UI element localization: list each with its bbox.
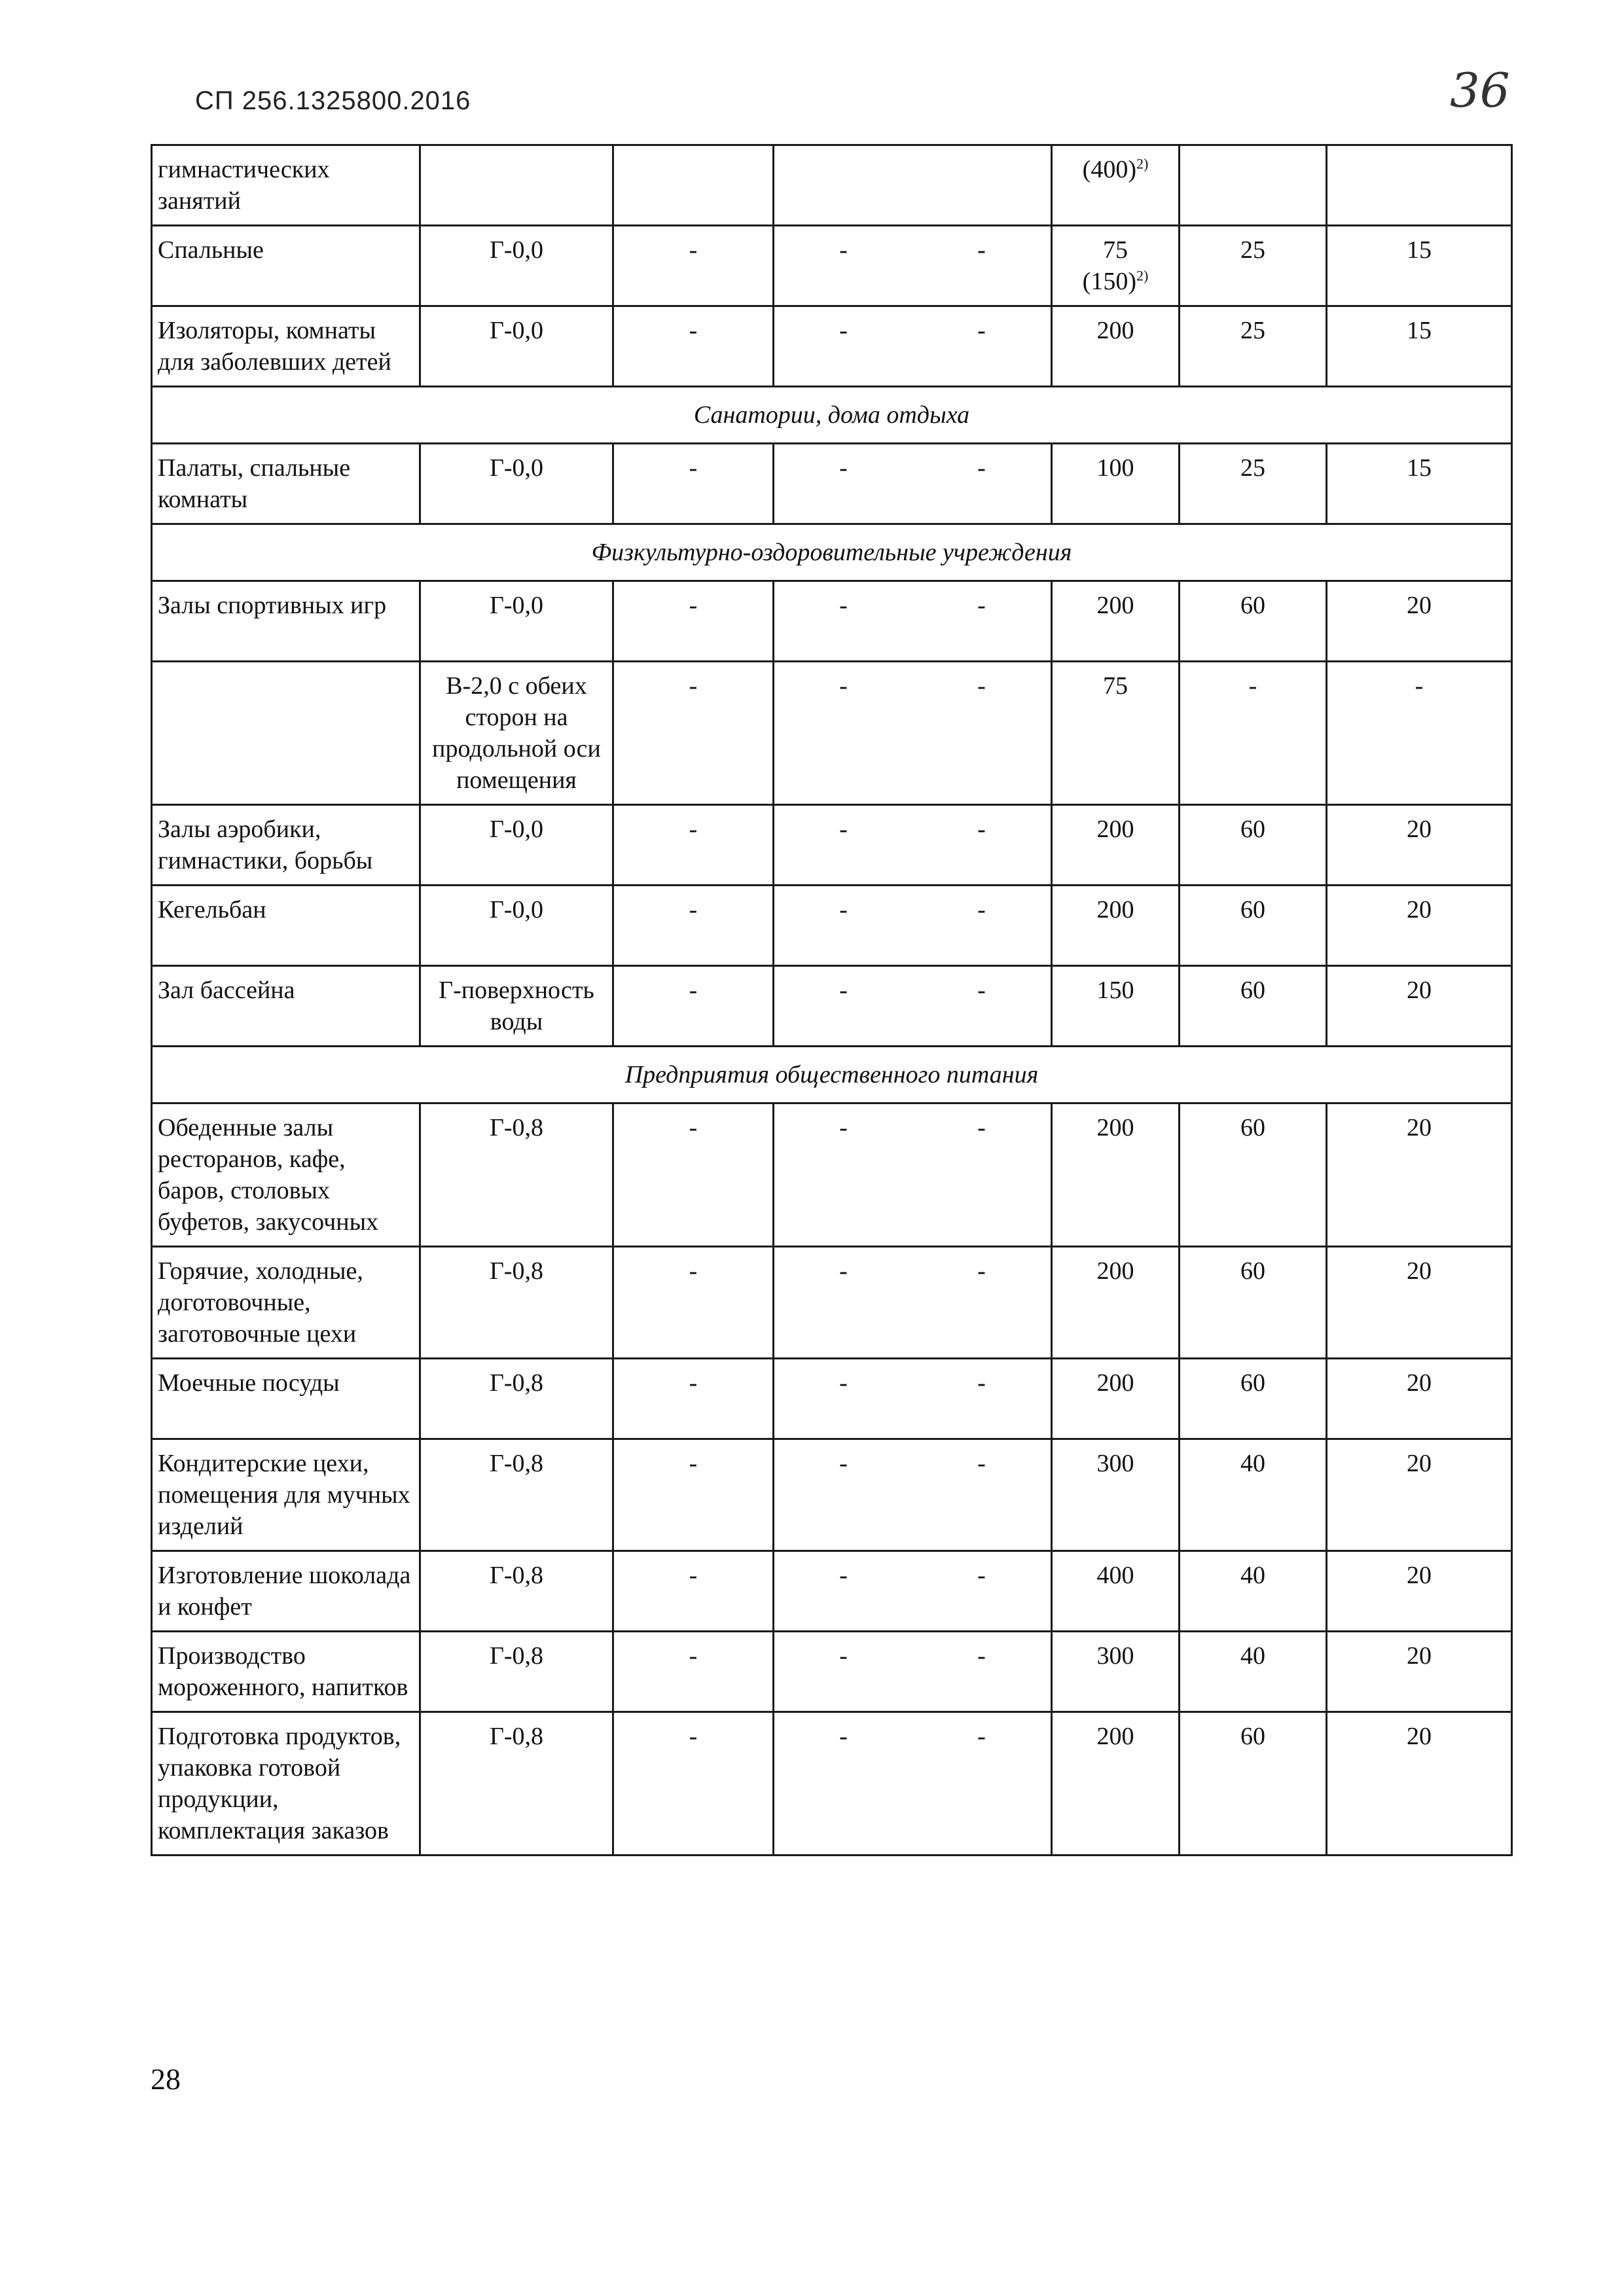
room-name: Залы аэробики, гимнастики, борьбы bbox=[152, 805, 420, 886]
room-name: гимнастических занятий bbox=[152, 145, 420, 226]
value-col-1: - bbox=[613, 1712, 774, 1856]
value-col-2a: - bbox=[839, 1450, 848, 1477]
pulsation-coefficient: 20 bbox=[1327, 1551, 1512, 1632]
pulsation-coefficient: 20 bbox=[1327, 966, 1512, 1047]
glare-index: 60 bbox=[1180, 966, 1327, 1047]
value-col-2b: - bbox=[977, 1450, 986, 1477]
glare-index: 25 bbox=[1180, 306, 1327, 387]
illuminance-value: 200 bbox=[1096, 896, 1134, 924]
illuminance-value: 100 bbox=[1096, 454, 1134, 482]
table-row bbox=[152, 1103, 1512, 1247]
pulsation-coefficient: 15 bbox=[1327, 226, 1512, 306]
surface-height: Г-0,8 bbox=[420, 1359, 613, 1439]
glare-index: 40 bbox=[1180, 1551, 1327, 1632]
table-row bbox=[152, 886, 1512, 966]
value-col-2a: - bbox=[839, 1257, 848, 1285]
value-col-2a: - bbox=[839, 816, 848, 843]
section-row bbox=[152, 387, 1512, 444]
table-row bbox=[152, 226, 1512, 306]
value-col-1: - bbox=[613, 306, 774, 387]
value-col-2a: - bbox=[839, 1369, 848, 1397]
illuminance bbox=[1052, 1712, 1180, 1856]
illuminance bbox=[1052, 1247, 1180, 1359]
value-col-2a: - bbox=[839, 592, 848, 619]
surface-height: Г-0,0 bbox=[420, 581, 613, 662]
section-row bbox=[152, 1047, 1512, 1103]
value-col-2b: - bbox=[977, 1562, 986, 1589]
lighting-norms-table bbox=[151, 144, 1513, 1856]
pulsation-coefficient: 20 bbox=[1327, 1103, 1512, 1247]
illuminance-alt-note: 2) bbox=[1136, 267, 1149, 284]
glare-index: 25 bbox=[1180, 444, 1327, 524]
room-name: Палаты, спальные комнаты bbox=[152, 444, 420, 524]
table-row bbox=[152, 1359, 1512, 1439]
value-col-2b: - bbox=[977, 1114, 986, 1141]
glare-index: 60 bbox=[1180, 1247, 1327, 1359]
value-col-1: - bbox=[613, 444, 774, 524]
value-col-2 bbox=[774, 1247, 1052, 1359]
glare-index: 60 bbox=[1180, 805, 1327, 886]
table-row bbox=[152, 805, 1512, 886]
illuminance-value: 75 bbox=[1103, 672, 1128, 700]
table-row bbox=[152, 1247, 1512, 1359]
pulsation-coefficient: 20 bbox=[1327, 1712, 1512, 1856]
pulsation-coefficient: 20 bbox=[1327, 1359, 1512, 1439]
room-name: Изготовление шоколада и конфет bbox=[152, 1551, 420, 1632]
value-col-2b bbox=[912, 146, 1051, 154]
value-col-2 bbox=[774, 145, 1052, 226]
value-col-2 bbox=[774, 1439, 1052, 1551]
value-col-2a: - bbox=[839, 317, 848, 344]
section-row bbox=[152, 524, 1512, 581]
value-col-2b: - bbox=[977, 1257, 986, 1285]
value-col-2a: - bbox=[839, 236, 848, 264]
pulsation-coefficient: 15 bbox=[1327, 444, 1512, 524]
value-col-2 bbox=[774, 1551, 1052, 1632]
value-col-2 bbox=[774, 662, 1052, 805]
illuminance-value: 300 bbox=[1096, 1642, 1134, 1670]
surface-height bbox=[420, 145, 613, 226]
illuminance-value: 200 bbox=[1096, 592, 1134, 619]
table-row bbox=[152, 1551, 1512, 1632]
surface-height: Г-0,0 bbox=[420, 444, 613, 524]
value-col-2 bbox=[774, 444, 1052, 524]
glare-index: 60 bbox=[1180, 1359, 1327, 1439]
value-col-2b: - bbox=[977, 1642, 986, 1670]
value-col-2b: - bbox=[977, 672, 986, 700]
value-col-2b: - bbox=[977, 317, 986, 344]
section-title: Предприятия общественного питания bbox=[152, 1047, 1512, 1103]
surface-height: Г-0,8 bbox=[420, 1247, 613, 1359]
illuminance-value: 200 bbox=[1096, 1114, 1134, 1141]
pulsation-coefficient: 20 bbox=[1327, 1632, 1512, 1712]
value-col-2b: - bbox=[977, 1369, 986, 1397]
pulsation-coefficient bbox=[1327, 145, 1512, 226]
page-number: 28 bbox=[151, 2062, 181, 2096]
illuminance-value: 400 bbox=[1096, 1562, 1134, 1589]
value-col-2 bbox=[774, 306, 1052, 387]
surface-height: В-2,0 с обеих сторон на продольной оси помещения bbox=[420, 662, 613, 805]
value-col-2 bbox=[774, 1712, 1052, 1856]
table-row bbox=[152, 662, 1512, 805]
value-col-1: - bbox=[613, 966, 774, 1047]
value-col-2a: - bbox=[839, 672, 848, 700]
illuminance bbox=[1052, 1103, 1180, 1247]
illuminance bbox=[1052, 1551, 1180, 1632]
illuminance-note: 2) bbox=[1136, 155, 1149, 172]
illuminance bbox=[1052, 444, 1180, 524]
room-name: Моечные посуды bbox=[152, 1359, 420, 1439]
table-row bbox=[152, 444, 1512, 524]
room-name: Горячие, холодные, доготовочные, заготовочные цехи bbox=[152, 1247, 420, 1359]
glare-index: 40 bbox=[1180, 1632, 1327, 1712]
value-col-2 bbox=[774, 226, 1052, 306]
value-col-2b: - bbox=[977, 236, 986, 264]
table-row bbox=[152, 145, 1512, 226]
pulsation-coefficient: 20 bbox=[1327, 886, 1512, 966]
surface-height: Г-поверхность воды bbox=[420, 966, 613, 1047]
room-name: Спальные bbox=[152, 226, 420, 306]
value-col-1: - bbox=[613, 886, 774, 966]
illuminance bbox=[1052, 1439, 1180, 1551]
value-col-2a: - bbox=[839, 977, 848, 1004]
illuminance-value: 150 bbox=[1096, 977, 1134, 1004]
room-name: Кегельбан bbox=[152, 886, 420, 966]
illuminance-value: (400) bbox=[1082, 156, 1136, 183]
value-col-2b: - bbox=[977, 1723, 986, 1750]
pulsation-coefficient: 20 bbox=[1327, 805, 1512, 886]
illuminance-value: 200 bbox=[1096, 1723, 1134, 1750]
room-name: Залы спортивных игр bbox=[152, 581, 420, 662]
value-col-1: - bbox=[613, 805, 774, 886]
value-col-2a: - bbox=[839, 1642, 848, 1670]
value-col-2b: - bbox=[977, 816, 986, 843]
glare-index: 60 bbox=[1180, 886, 1327, 966]
surface-height: Г-0,0 bbox=[420, 226, 613, 306]
value-col-2a: - bbox=[839, 896, 848, 924]
value-col-2 bbox=[774, 1359, 1052, 1439]
pulsation-coefficient: 15 bbox=[1327, 306, 1512, 387]
illuminance bbox=[1052, 886, 1180, 966]
room-name: Подготовка продуктов, упаковка готовой продукции, комплектация заказов bbox=[152, 1712, 420, 1856]
value-col-1: - bbox=[613, 662, 774, 805]
glare-index: - bbox=[1180, 662, 1327, 805]
illuminance bbox=[1052, 1632, 1180, 1712]
value-col-2a: - bbox=[839, 454, 848, 482]
value-col-2 bbox=[774, 966, 1052, 1047]
glare-index: 60 bbox=[1180, 581, 1327, 662]
value-col-1: - bbox=[613, 1103, 774, 1247]
value-col-2 bbox=[774, 805, 1052, 886]
value-col-2b: - bbox=[977, 454, 986, 482]
value-col-2b: - bbox=[977, 592, 986, 619]
room-name: Производство мороженного, напитков bbox=[152, 1632, 420, 1712]
glare-index: 25 bbox=[1180, 226, 1327, 306]
value-col-1: - bbox=[613, 581, 774, 662]
surface-height: Г-0,0 bbox=[420, 805, 613, 886]
pulsation-coefficient: 20 bbox=[1327, 1439, 1512, 1551]
table-row bbox=[152, 966, 1512, 1047]
table-row bbox=[152, 1712, 1512, 1856]
section-title: Санатории, дома отдыха bbox=[152, 387, 1512, 444]
value-col-1: - bbox=[613, 1439, 774, 1551]
table-body bbox=[152, 145, 1512, 1856]
value-col-2a: - bbox=[839, 1562, 848, 1589]
glare-index: 40 bbox=[1180, 1439, 1327, 1551]
surface-height: Г-0,0 bbox=[420, 306, 613, 387]
value-col-2b: - bbox=[977, 896, 986, 924]
room-name bbox=[152, 662, 420, 805]
illuminance-value: 200 bbox=[1096, 816, 1134, 843]
surface-height: Г-0,8 bbox=[420, 1712, 613, 1856]
handwritten-page-number: 36 bbox=[1450, 63, 1510, 118]
illuminance bbox=[1052, 581, 1180, 662]
glare-index: 60 bbox=[1180, 1103, 1327, 1247]
value-col-2 bbox=[774, 581, 1052, 662]
illuminance bbox=[1052, 966, 1180, 1047]
illuminance-value: 200 bbox=[1096, 1257, 1134, 1285]
surface-height: Г-0,8 bbox=[420, 1632, 613, 1712]
illuminance-value: 75 bbox=[1103, 236, 1128, 264]
value-col-2 bbox=[774, 886, 1052, 966]
value-col-1 bbox=[613, 145, 774, 226]
value-col-2a: - bbox=[839, 1114, 848, 1141]
surface-height: Г-0,8 bbox=[420, 1551, 613, 1632]
value-col-2a: - bbox=[839, 1723, 848, 1750]
value-col-2b: - bbox=[977, 977, 986, 1004]
illuminance-value: 200 bbox=[1096, 317, 1134, 344]
illuminance bbox=[1052, 145, 1180, 226]
illuminance-value: 200 bbox=[1096, 1369, 1134, 1397]
room-name: Изоляторы, комнаты для заболевших детей bbox=[152, 306, 420, 387]
illuminance-alt-value: (150) bbox=[1082, 268, 1136, 295]
table-row bbox=[152, 581, 1512, 662]
room-name: Кондитерские цехи, помещения для мучных изделий bbox=[152, 1439, 420, 1551]
section-title: Физкультурно-оздоровительные учреждения bbox=[152, 524, 1512, 581]
value-col-1: - bbox=[613, 1551, 774, 1632]
value-col-1: - bbox=[613, 1359, 774, 1439]
table-row bbox=[152, 306, 1512, 387]
table-row bbox=[152, 1632, 1512, 1712]
illuminance-value: 300 bbox=[1096, 1450, 1134, 1477]
value-col-1: - bbox=[613, 1632, 774, 1712]
value-col-1: - bbox=[613, 226, 774, 306]
surface-height: Г-0,0 bbox=[420, 886, 613, 966]
pulsation-coefficient: 20 bbox=[1327, 581, 1512, 662]
value-col-2 bbox=[774, 1103, 1052, 1247]
illuminance bbox=[1052, 226, 1180, 306]
pulsation-coefficient: - bbox=[1327, 662, 1512, 805]
illuminance bbox=[1052, 306, 1180, 387]
value-col-1: - bbox=[613, 1247, 774, 1359]
value-col-2 bbox=[774, 1632, 1052, 1712]
room-name: Обеденные залы ресторанов, кафе, баров, столовых буфетов, закусочных bbox=[152, 1103, 420, 1247]
illuminance bbox=[1052, 1359, 1180, 1439]
surface-height: Г-0,8 bbox=[420, 1439, 613, 1551]
room-name: Зал бассейна bbox=[152, 966, 420, 1047]
table-row bbox=[152, 1439, 1512, 1551]
illuminance bbox=[1052, 805, 1180, 886]
value-col-2a bbox=[774, 146, 912, 154]
document-code: СП 256.1325800.2016 bbox=[195, 86, 471, 115]
glare-index bbox=[1180, 145, 1327, 226]
glare-index: 60 bbox=[1180, 1712, 1327, 1856]
illuminance bbox=[1052, 662, 1180, 805]
pulsation-coefficient: 20 bbox=[1327, 1247, 1512, 1359]
surface-height: Г-0,8 bbox=[420, 1103, 613, 1247]
